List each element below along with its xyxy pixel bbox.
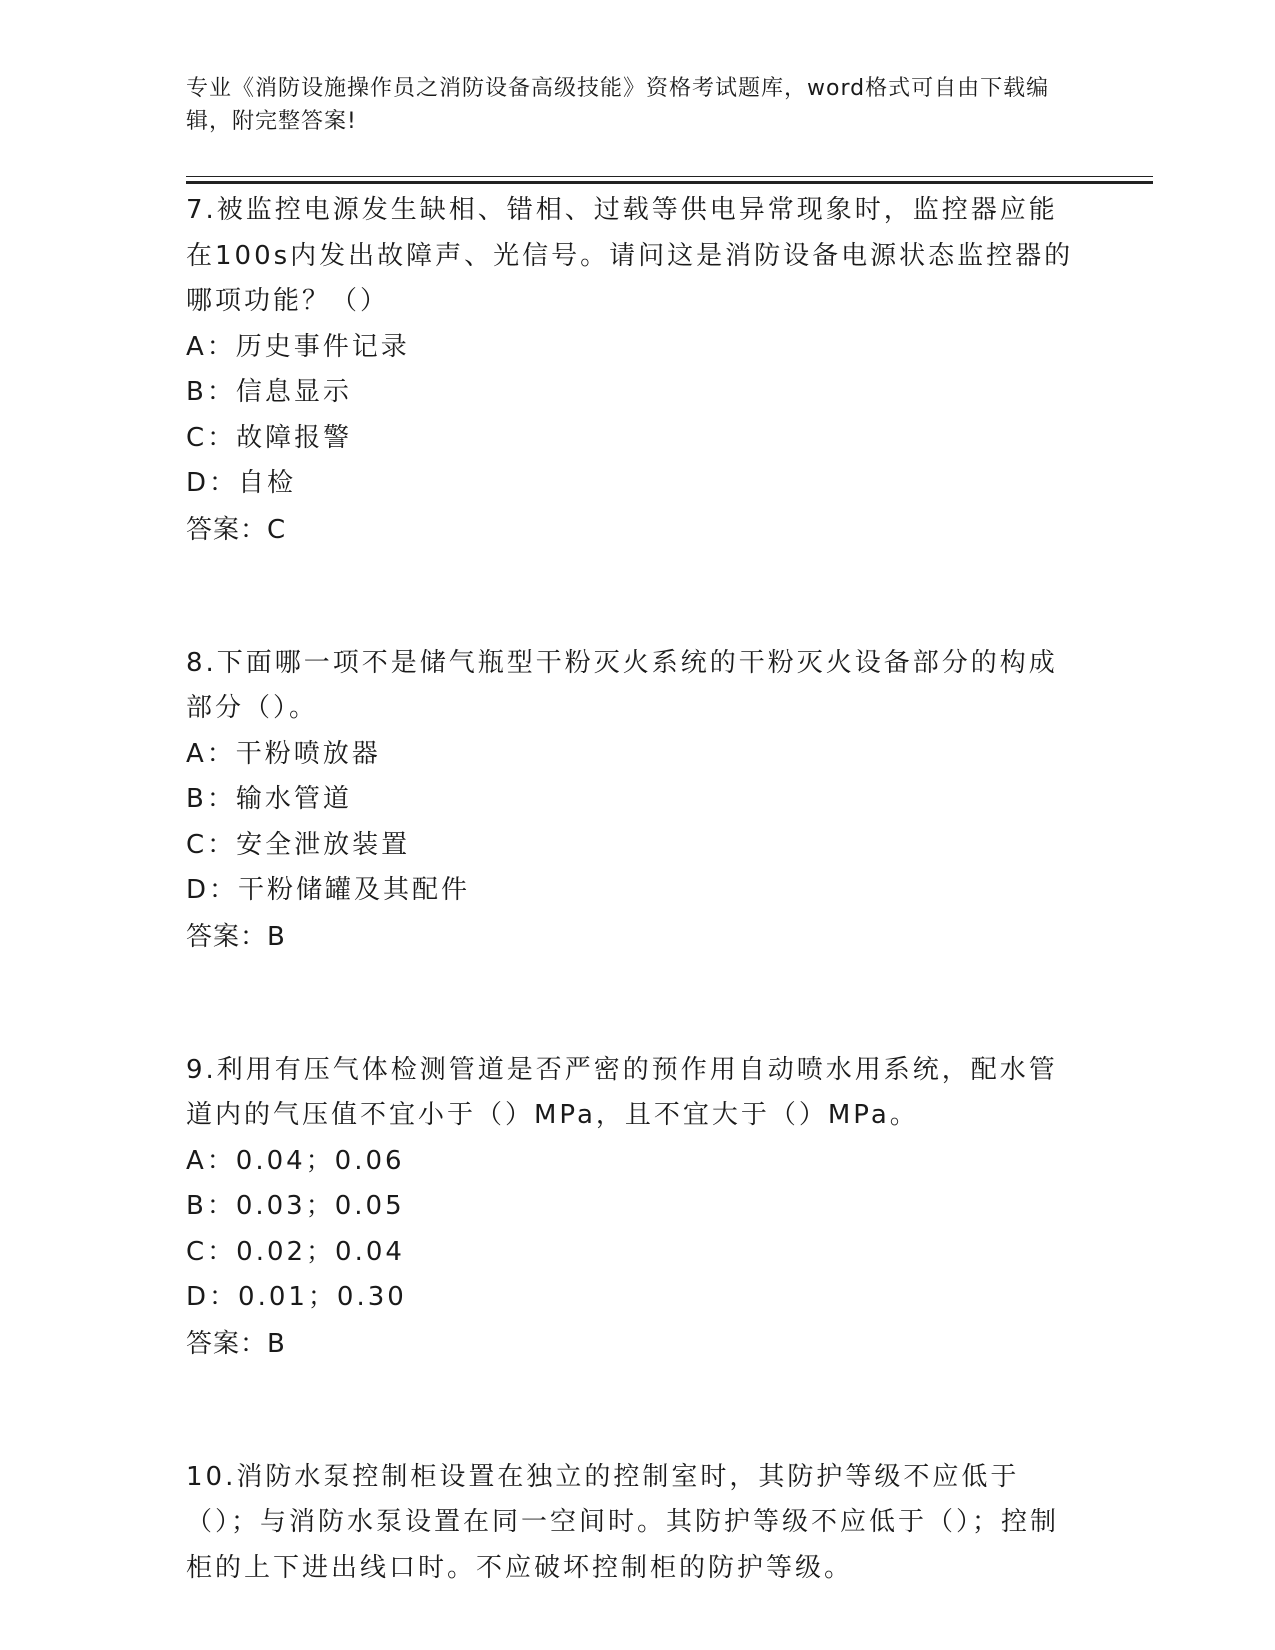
- document-intro: [186, 72, 1066, 138]
- option-c: C：0.02；0.04: [186, 1236, 405, 1267]
- answer: 答案：B: [186, 1328, 286, 1359]
- question-8: [186, 641, 1076, 960]
- question-gap: [186, 553, 1076, 641]
- question-stem: 7.被监控电源发生缺相、错相、过载等供电异常现象时，监控器应能在100s内发出故障声、光信号。请问这是消防设备电源状态监控器的哪项功能？（）: [186, 195, 1074, 316]
- header-divider-thin: [186, 176, 1153, 177]
- option-b: B：信息显示: [186, 377, 352, 407]
- answer: 答案：C: [186, 514, 287, 545]
- option-c: C：故障报警: [186, 422, 353, 453]
- question-7: [186, 188, 1076, 553]
- question-gap: [186, 1367, 1076, 1455]
- option-d: D：自检: [186, 468, 297, 498]
- intro-text: 专业《消防设施操作员之消防设备高级技能》资格考试题库，word格式可自由下载编辑，附完整答案!: [186, 76, 1050, 134]
- header-divider-thick: [186, 181, 1153, 184]
- question-stem: 10.消防水泵控制柜设置在独立的控制室时，其防护等级不应低于（）；与消防水泵设置在同一空间时。其防护等级不应低于（）；控制柜的上下进出线口时。不应破坏控制柜的防护等级。: [186, 1461, 1060, 1583]
- option-c: C：安全泄放装置: [186, 829, 411, 860]
- option-b: B：输水管道: [186, 784, 352, 814]
- option-a: A：历史事件记录: [186, 331, 410, 362]
- option-b: B：0.03；0.05: [186, 1191, 405, 1221]
- option-a: A：0.04；0.06: [186, 1145, 405, 1176]
- question-9: [186, 1048, 1076, 1367]
- question-gap: [186, 960, 1076, 1048]
- question-list: [186, 188, 1076, 1591]
- question-stem: 9.利用有压气体检测管道是否严密的预作用自动喷水用系统，配水管道内的气压值不宜小于（）MPa，且不宜大于（）MPa。: [186, 1054, 1058, 1130]
- answer: 答案：B: [186, 921, 286, 952]
- question-10: [186, 1455, 1076, 1592]
- option-a: A：干粉喷放器: [186, 738, 381, 769]
- option-d: D：干粉储罐及其配件: [186, 875, 471, 905]
- option-d: D：0.01；0.30: [186, 1282, 407, 1312]
- question-stem: 8.下面哪一项不是储气瓶型干粉灭火系统的干粉灭火设备部分的构成部分（）。: [186, 647, 1058, 723]
